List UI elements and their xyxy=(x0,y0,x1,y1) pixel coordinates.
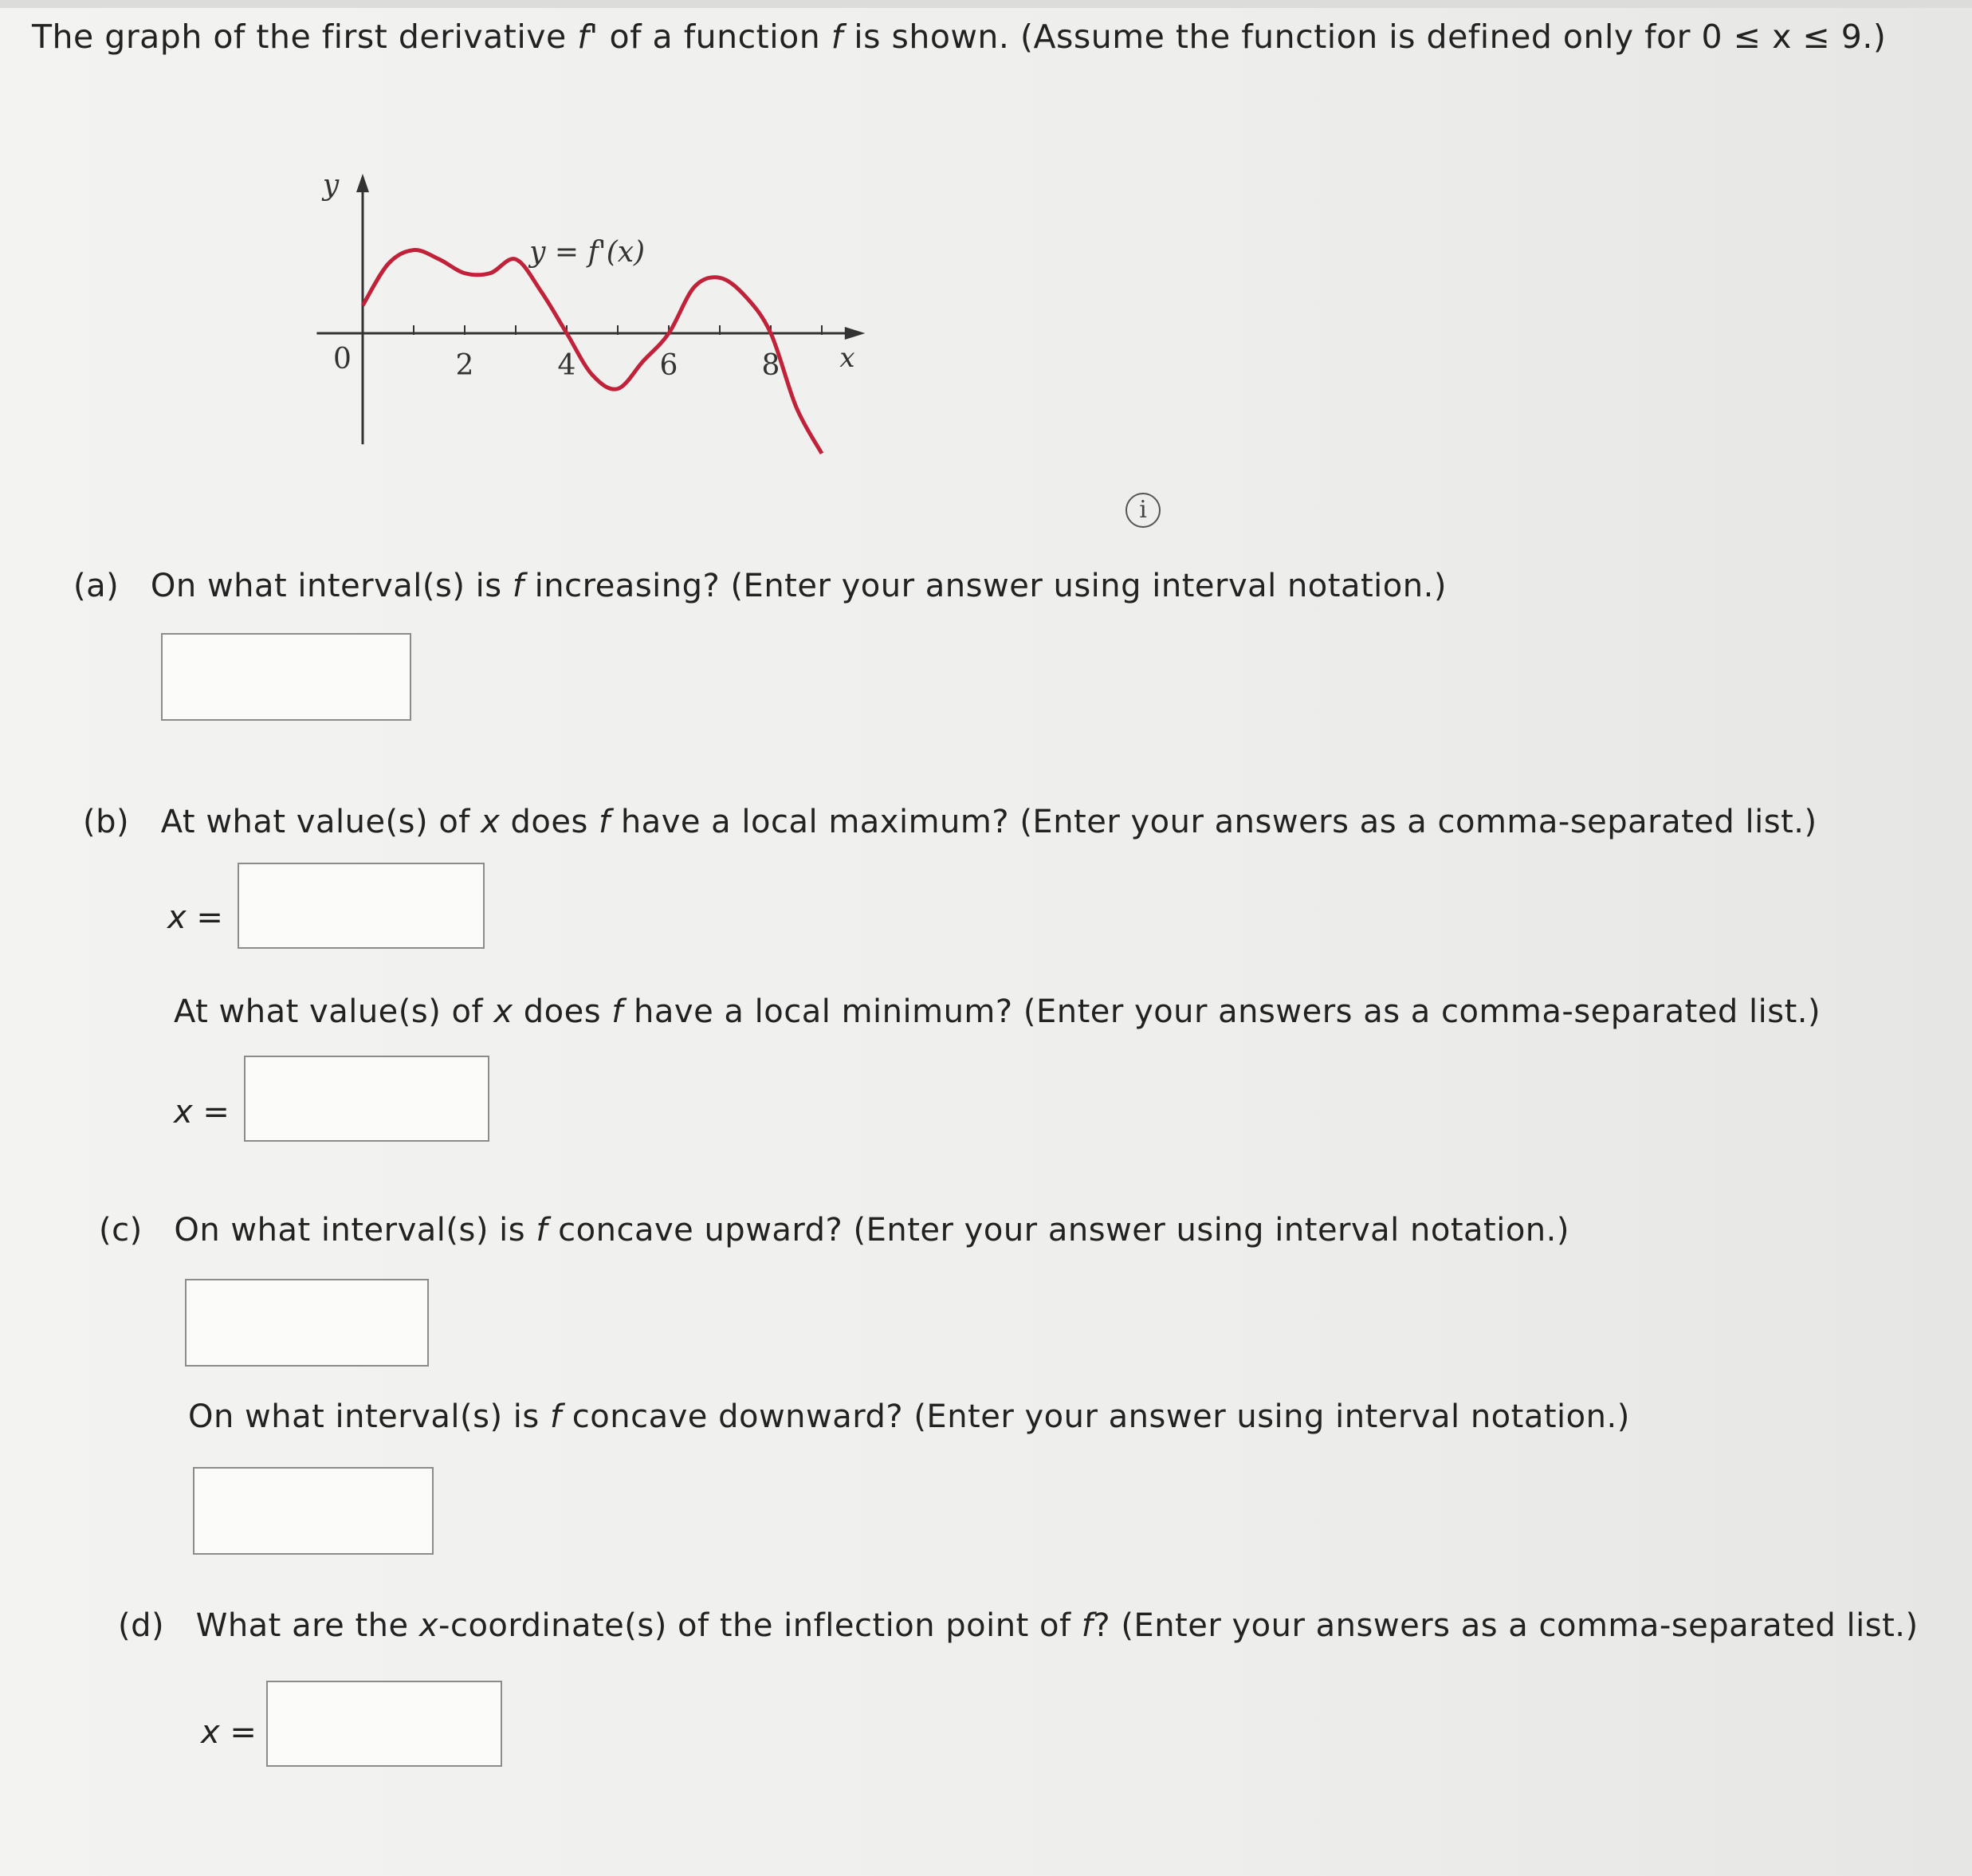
question-a-label: (a) xyxy=(73,568,120,604)
question-a-f: f xyxy=(512,568,524,604)
x-tick-label: 4 xyxy=(557,349,576,382)
question-a-text-1: On what interval(s) is xyxy=(150,568,513,604)
curve-label: y = f'(x) xyxy=(529,236,646,269)
problem-statement xyxy=(32,18,1886,56)
question-b-max-f: f xyxy=(599,804,611,840)
question-b-min-text-1: At what value(s) of xyxy=(174,993,494,1030)
answer-b-max-prefix: x = xyxy=(167,899,223,936)
x-tick-label: 6 xyxy=(659,349,678,382)
question-d-label: (d) xyxy=(118,1607,165,1644)
question-c-down-text-2: concave downward? (Enter your answer using interval notation.) xyxy=(561,1398,1630,1435)
answer-c-concave-down[interactable] xyxy=(193,1467,434,1555)
intro-text-1: The graph of the first derivative xyxy=(32,18,578,56)
origin-label: 0 xyxy=(332,343,352,376)
question-b-max xyxy=(83,804,1817,840)
question-c-down-text-1: On what interval(s) is xyxy=(188,1398,550,1435)
graph-axes xyxy=(316,174,865,444)
question-c-label: (c) xyxy=(99,1212,143,1249)
fprime-curve xyxy=(363,250,822,454)
question-c-down-f: f xyxy=(549,1398,562,1435)
question-c-down xyxy=(188,1398,1630,1435)
answer-a-increasing-interval[interactable] xyxy=(161,633,411,721)
question-c-up-text-1: On what interval(s) is xyxy=(174,1212,536,1249)
question-b-min-text-2: does xyxy=(513,993,612,1030)
question-d-x: x xyxy=(418,1607,439,1644)
answer-b-local-max[interactable] xyxy=(238,863,485,949)
x-axis-label: x xyxy=(839,342,855,374)
x-axis-arrow xyxy=(845,327,866,340)
header-divider xyxy=(0,0,1972,8)
question-b-min-x: x xyxy=(493,993,513,1030)
question-b-max-text-3: have a local maximum? (Enter your answers as a comma-separated list.) xyxy=(610,804,1817,840)
question-b-label: (b) xyxy=(83,804,130,840)
question-c-up xyxy=(99,1212,1569,1249)
intro-text-2: of a function xyxy=(598,18,831,56)
question-d-text-2: -coordinate(s) of the inflection point of xyxy=(438,1607,1082,1644)
question-b-min-f: f xyxy=(611,993,623,1030)
y-axis-arrow xyxy=(356,174,369,192)
question-b-max-x: x xyxy=(481,804,501,840)
question-b-min xyxy=(174,993,1821,1030)
question-b-min-text-3: have a local minimum? (Enter your answers as a comma-separated list.) xyxy=(623,993,1821,1030)
question-d-f: f xyxy=(1081,1607,1094,1644)
y-axis-label: y xyxy=(322,169,340,202)
intro-text-3: is shown. (Assume the function is defined only for 0 ≤ x ≤ 9.) xyxy=(843,18,1887,56)
intro-fprime: f' xyxy=(577,18,599,56)
question-a-text-2: increasing? (Enter your answer using interval notation.) xyxy=(524,568,1447,604)
answer-c-concave-up[interactable] xyxy=(185,1279,429,1367)
info-icon[interactable]: i xyxy=(1125,493,1161,528)
question-c-up-f: f xyxy=(536,1212,548,1249)
question-d-text-1: What are the xyxy=(195,1607,419,1644)
question-a xyxy=(73,568,1447,604)
answer-d-prefix: x = xyxy=(201,1714,257,1751)
answer-b-local-min[interactable] xyxy=(244,1056,489,1142)
graph-labels xyxy=(321,169,855,382)
question-c-up-text-2: concave upward? (Enter your answer using interval notation.) xyxy=(547,1212,1569,1249)
answer-d-inflection-points[interactable] xyxy=(266,1681,502,1767)
question-b-max-text-2: does xyxy=(500,804,599,840)
answer-b-min-prefix: x = xyxy=(174,1094,230,1131)
x-tick-label: 8 xyxy=(761,349,780,382)
question-d-text-3: ? (Enter your answers as a comma-separated list.) xyxy=(1093,1607,1919,1644)
intro-f: f xyxy=(831,18,843,56)
derivative-graph xyxy=(271,151,877,486)
x-tick-label: 2 xyxy=(455,349,474,382)
question-d xyxy=(118,1607,1919,1644)
question-b-max-text-1: At what value(s) of xyxy=(160,804,481,840)
